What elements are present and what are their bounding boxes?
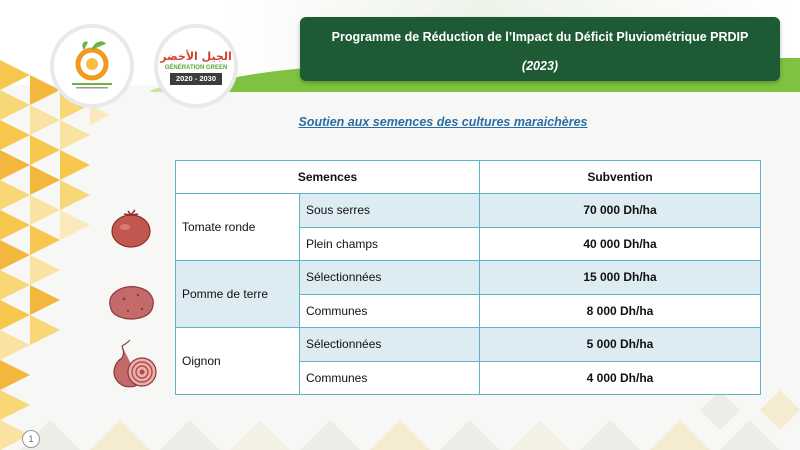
amount-cell: 8 000 Dh/ha <box>480 294 761 328</box>
variety-cell: Sélectionnées <box>300 261 480 295</box>
tomato-icon <box>108 205 154 251</box>
amount-cell: 4 000 Dh/ha <box>480 361 761 395</box>
variety-cell: Plein champs <box>300 227 480 261</box>
variety-cell: Sous serres <box>300 194 480 228</box>
crop-cell: Oignon <box>176 328 300 395</box>
generation-green-logo <box>158 28 234 104</box>
logo-arabic-text: الجيل الأخضر <box>160 50 232 63</box>
amount-cell: 40 000 Dh/ha <box>480 227 761 261</box>
table-row <box>176 261 761 295</box>
amount-cell: 70 000 Dh/ha <box>480 194 761 228</box>
variety-cell: Communes <box>300 361 480 395</box>
subsidy-table <box>175 160 761 395</box>
section-subtitle: Soutien aux semences des cultures maraichères <box>298 115 588 129</box>
header-semences: Semences <box>176 161 480 194</box>
table-row <box>176 194 761 228</box>
page-year: (2023) <box>521 59 559 73</box>
variety-cell: Communes <box>300 294 480 328</box>
onion-icon <box>104 338 160 392</box>
table-row <box>176 328 761 362</box>
logo-years: 2020 - 2030 <box>170 73 222 85</box>
potato-icon <box>104 281 158 323</box>
table-header-row <box>176 161 761 194</box>
header-subvention: Subvention <box>480 161 761 194</box>
amount-cell: 5 000 Dh/ha <box>480 328 761 362</box>
amount-cell: 15 000 Dh/ha <box>480 261 761 295</box>
page-number: 1 <box>22 430 40 448</box>
crop-cell: Tomate ronde <box>176 194 300 261</box>
title-box <box>300 17 780 81</box>
orange-fruit-icon <box>54 28 130 104</box>
variety-cell: Sélectionnées <box>300 328 480 362</box>
page-title: Programme de Réduction de l’Impact du Déficit Pluviométrique PRDIP <box>331 30 749 44</box>
logo-brand-text: GÉNÉRATION GREEN <box>164 65 228 71</box>
ministry-logo <box>54 28 130 104</box>
crop-cell: Pomme de terre <box>176 261 300 328</box>
